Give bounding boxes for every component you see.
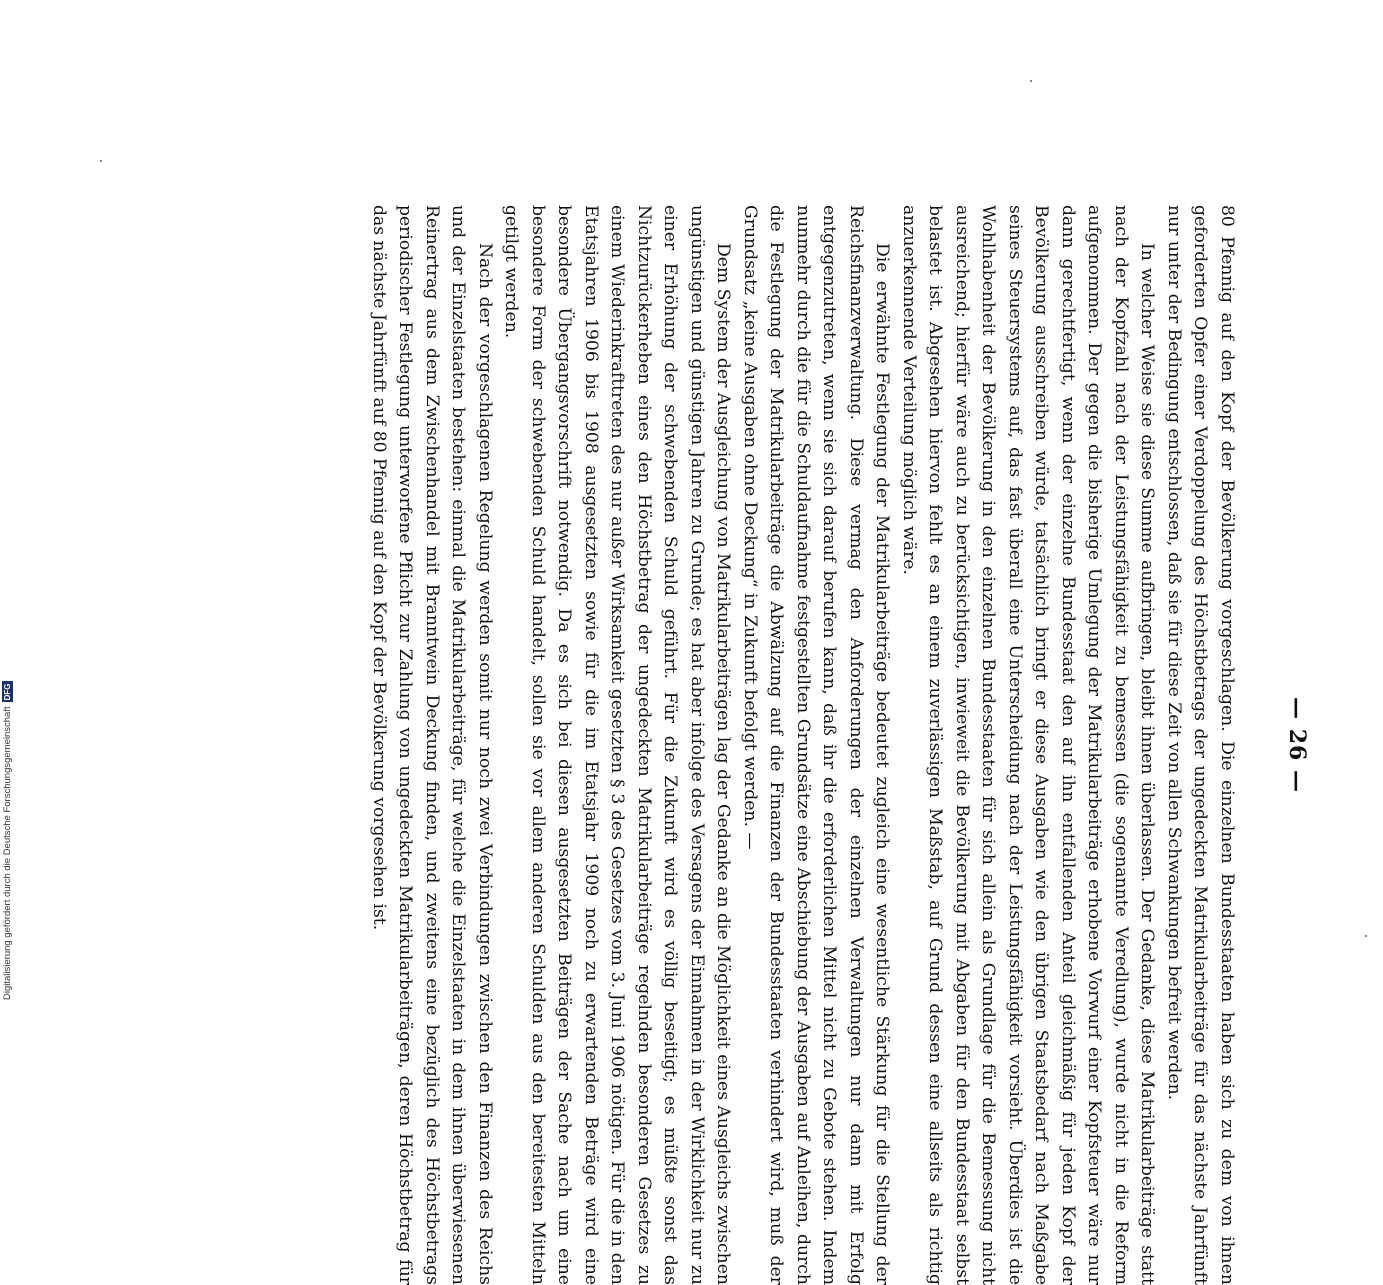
page-number: — 26 — [1284,697,1310,793]
paragraph-2: In welcher Weise sie diese Summe aufbringen, bleibt ihnen überlassen. Der Gedanke, diese Matrikularbeiträge statt nach der Kopfzahl nach der Leistungsfähigkeit zu bemessen (die sogenannte Veredlung), wurde nicht in die Reform aufgenommen. Der gegen die bisherige Umlegung der Matrikularbeiträge erhobene Vorwurf einer Kopfsteuer wäre nur dann gerechtfertigt, wenn der einzelne Bundesstaat den auf ihn entfallenden Anteil gleichmäßig für jeden Kopf der Bevölkerung ausschreiben würde, tatsächlich bringt er diese Ausgaben wie den übrigen Staatsbedarf nach Maßgabe seines Steuersystems auf, das fast überall eine Unterscheidung nach der Leistungsfähigkeit vorsieht. Überdies ist die Wohlhabenheit der Bevölkerung in den einzelnen Bundesstaaten für sich allein als Grundlage für die Bemessung nicht ausreichend; hierfür wäre auch zu berücksichtigen, inwieweit die Bevölkerung mit Abgaben für den Bundesstaat selbst belastet ist. Abgesehen hiervon fehlt es an einem zuverlässigen Maßstab, auf Grund dessen eine allseits als richtig anzuerkennende Verteilung möglich wäre. [899,205,1158,1285]
paragraph-1: 80 Pfennig auf den Kopf der Bevölkerung vorgeschlagen. Die einzelnen Bundesstaaten haben sich zu dem von ihnen geforderten Opfer einer Verdoppelung des Höchstbetrags der ungedeckten Matrikularbeiträge für das nächste Jahrfünft nur unter der Bedingung entschlossen, daß sie für diese Zeit von allen Schwankungen befreit werden. [1164,205,1237,1285]
credit-text: Digitalisierung gefördert durch die Deutsche Forschungsgemeinschaft [2,706,13,1000]
paragraph-5: Nach der vorgeschlagenen Regelung werden somit nur noch zwei Verbindungen zwischen den Finanzen des Reichs und der Einzelstaaten bestehen: einmal die Matrikularbeiträge, für welche die Einzelstaaten in dem ihnen überwiesenen Reinertrag aus dem Zwischenhandel mit Branntwein Deckung finden, und zweitens eine bezüglich des Höchstbetrags periodischer Festlegung unterworfene Pflicht zur Zahlung von ungedeckten Matrikularbeiträgen, deren Höchstbetrag für das nächste Jahrfünft auf 80 Pfennig auf den Kopf der Bevölkerung vorgesehen ist. [369,205,495,1285]
dfg-logo: DFG [3,683,12,701]
scan-speck [100,160,102,162]
scan-speck [1030,80,1032,82]
paragraph-4: Dem System der Ausgleichung von Matrikularbeiträgen lag der Gedanke an die Möglichkeit eines Ausgleichs zwischen ungünstigen und günstigen Jahren zu Grunde; es hat aber infolge des Versagens der Einnahmen in der Wirklichkeit nur zu einer Erhöhung der schwebenden Schuld geführt. Für die Zukunft wird es völlig beseitigt; es müßte sonst das Nichtzurückerheben eines den Höchstbetrag der ungedeckten Matrikularbeiträge regelnden besonderen Gesetzes zu einem Wiederinkrafttreten des nur außer Wirksamkeit gesetzten § 3 des Gesetzes vom 3. Juni 1906 nötigen. Für die in den Etatsjahren 1906 bis 1908 ausgesetzten sowie für die im Etatsjahr 1909 noch zu erwartenden Beträge wird eine besondere Übergangsvorschrift notwendig. Da es sich bei diesen ausgesetzten Beiträgen der Sache nach um eine besondere Form der schwebenden Schuld handelt, sollen sie vor allem anderen Schulden aus den bereitesten Mitteln getilgt werden. [501,205,734,1285]
digitization-credit [2,600,13,1000]
rotated-text-block [369,205,1310,1285]
scan-speck [1365,935,1367,937]
paragraph-3: Die erwähnte Festlegung der Matrikularbeiträge bedeutet zugleich eine wesentliche Stärkung für die Stellung der Reichsfinanzverwaltung. Diese vermag den Anforderungen der einzelnen Verwaltungen nur dann mit Erfolg entgegenzutreten, wenn sie sich darauf berufen kann, daß ihr die erforderlichen Mittel nicht zu Gebote stehen. Indem nunmehr durch die für die Schuldaufnahme festgestellten Grundsätze eine Abschiebung der Ausgaben auf Anleihen, durch die Festlegung der Matrikularbeiträge die Abwälzung auf die Finanzen der Bundesstaaten verhindert wird, muß der Grundsatz „keine Ausgaben ohne Deckung“ in Zukunft befolgt werden. — [740,205,893,1285]
page-body [160,205,1240,1285]
